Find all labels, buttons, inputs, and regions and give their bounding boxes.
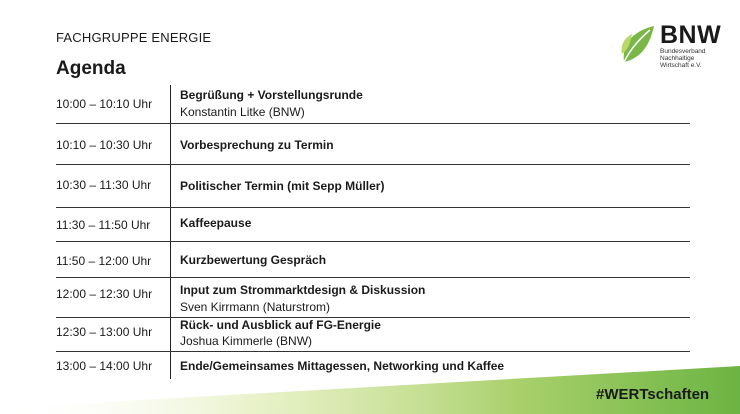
- agenda-topic: Politischer Termin (mit Sepp Müller): [180, 179, 385, 193]
- agenda-time: 10:10 – 10:30 Uhr: [56, 138, 153, 152]
- row-divider: [56, 207, 690, 208]
- agenda-speaker: Joshua Kimmerle (BNW): [180, 334, 313, 348]
- agenda-topic: Begrüßung + Vorstellungsrunde: [180, 88, 363, 102]
- column-divider: [170, 85, 171, 379]
- agenda-time: 12:30 – 13:00 Uhr: [56, 325, 153, 339]
- agenda-topic: Input zum Strommarktdesign & Diskussion: [180, 283, 426, 297]
- agenda-speaker: Konstantin Litke (BNW): [180, 105, 305, 119]
- row-divider: [56, 123, 690, 124]
- agenda-topic: Ende/Gemeinsames Mittagessen, Networking und Kaffee: [180, 359, 505, 373]
- agenda-time: 13:00 – 14:00 Uhr: [56, 359, 153, 373]
- row-divider: [56, 351, 690, 352]
- logo-subtitle: [660, 48, 706, 69]
- agenda-time: 12:00 – 12:30 Uhr: [56, 287, 153, 301]
- bnw-logo: [620, 21, 730, 76]
- agenda-topic: Kaffeepause: [180, 216, 252, 230]
- logo-subtitle-line: Wirtschaft e.V.: [660, 62, 702, 69]
- agenda-time: 11:30 – 11:50 Uhr: [56, 218, 151, 232]
- logo-subtitle-line: Nachhaltige: [660, 55, 695, 62]
- agenda-topic: Rück- und Ausblick auf FG-Energie: [180, 318, 381, 332]
- agenda-speaker: Sven Kirrmann (Naturstrom): [180, 300, 331, 314]
- page-title: Agenda: [56, 58, 126, 79]
- agenda-topic: Vorbesprechung zu Termin: [180, 138, 334, 152]
- row-divider: [56, 164, 690, 165]
- section-kicker: FACHGRUPPE ENERGIE: [56, 30, 212, 45]
- logo-wordmark: BNW: [660, 21, 722, 49]
- agenda-time: 10:30 – 11:30 Uhr: [56, 178, 152, 192]
- agenda-time: 10:00 – 10:10 Uhr: [56, 97, 153, 111]
- agenda-time: 11:50 – 12:00 Uhr: [56, 254, 152, 268]
- leaf-icon: [620, 24, 656, 64]
- agenda-topic: Kurzbewertung Gespräch: [180, 253, 327, 267]
- row-divider: [56, 277, 690, 278]
- logo-subtitle-line: Bundesverband: [660, 48, 706, 55]
- row-divider: [56, 241, 690, 242]
- hashtag-label: #WERTschaften: [596, 386, 710, 403]
